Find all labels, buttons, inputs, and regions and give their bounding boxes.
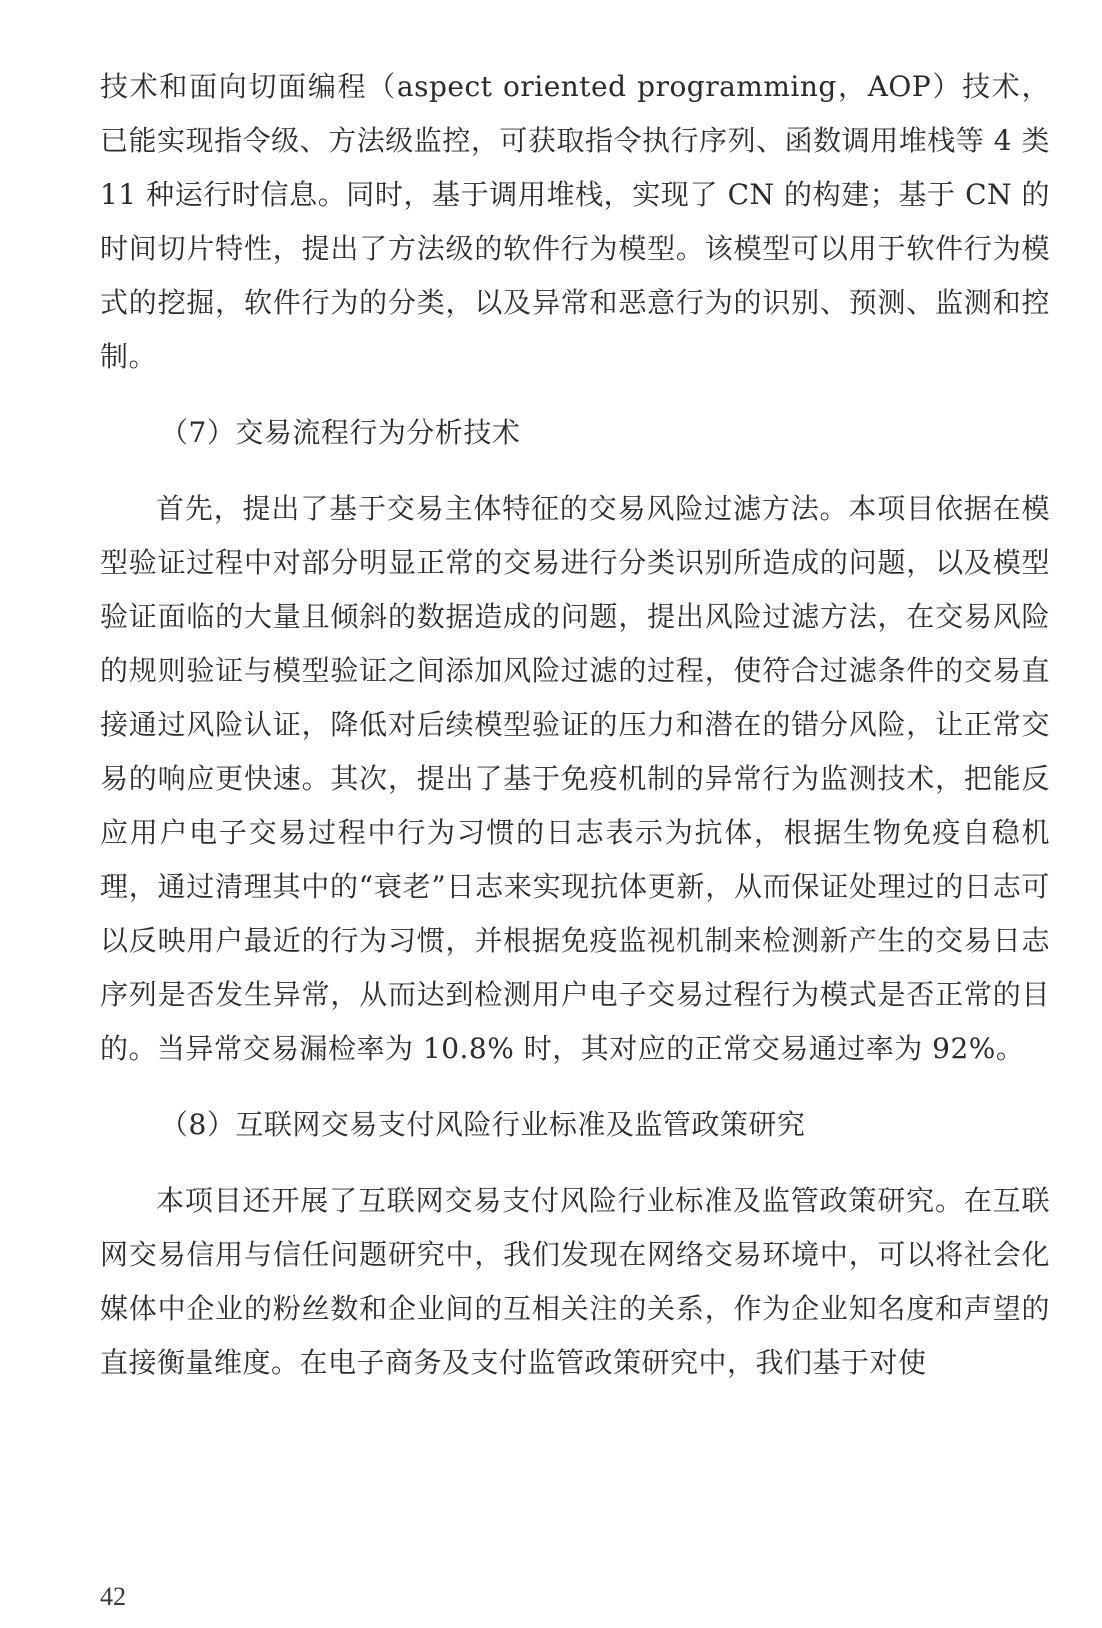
section-8-body: 本项目还开展了互联网交易支付风险行业标准及监管政策研究。在互联网交易信用与信任问题研究中，我们发现在网络交易环境中，可以将社会化媒体中企业的粉丝数和企业间的互相关注的关系，作为企业知名度和声望的直接衡量维度。在电子商务及支付监管政策研究中，我们基于对使 (100, 1184, 1050, 1379)
continued-paragraph: 技术和面向切面编程（aspect oriented programming，AOP）技术，已能实现指令级、方法级监控，可获取指令执行序列、函数调用堆栈等 4 类 11 种运行时信息。同时，基于调用堆栈，实现了 CN 的构建；基于 CN 的时间切片特性，提出了方法级的软件行为模型。该模型可以用于软件行为模式的挖掘，软件行为的分类，以及异常和恶意行为的识别、预测、监测和控制。 (100, 70, 1050, 373)
page-content (100, 60, 1050, 1390)
page-number: 42 (100, 1582, 126, 1611)
section-8-heading: （8）互联网交易支付风险行业标准及监管政策研究 (160, 1108, 806, 1141)
section-7-heading: （7）交易流程行为分析技术 (160, 416, 521, 449)
section-7-body: 首先，提出了基于交易主体特征的交易风险过滤方法。本项目依据在模型验证过程中对部分明显正常的交易进行分类识别所造成的问题，以及模型验证面临的大量且倾斜的数据造成的问题，提出风险过滤方法，在交易风险的规则验证与模型验证之间添加风险过滤的过程，使符合过滤条件的交易直接通过风险认证，降低对后续模型验证的压力和潜在的错分风险，让正常交易的响应更快速。其次，提出了基于免疫机制的异常行为监测技术，把能反应用户电子交易过程中行为习惯的日志表示为抗体，根据生物免疫自稳机理，通过清理其中的“衰老”日志来实现抗体更新，从而保证处理过的日志可以反映用户最近的行为习惯，并根据免疫监视机制来检测新产生的交易日志序列是否发生异常，从而达到检测用户电子交易过程行为模式是否正常的目的。当异常交易漏检率为 10.8% 时，其对应的正常交易通过率为 92%。 (100, 492, 1050, 1065)
